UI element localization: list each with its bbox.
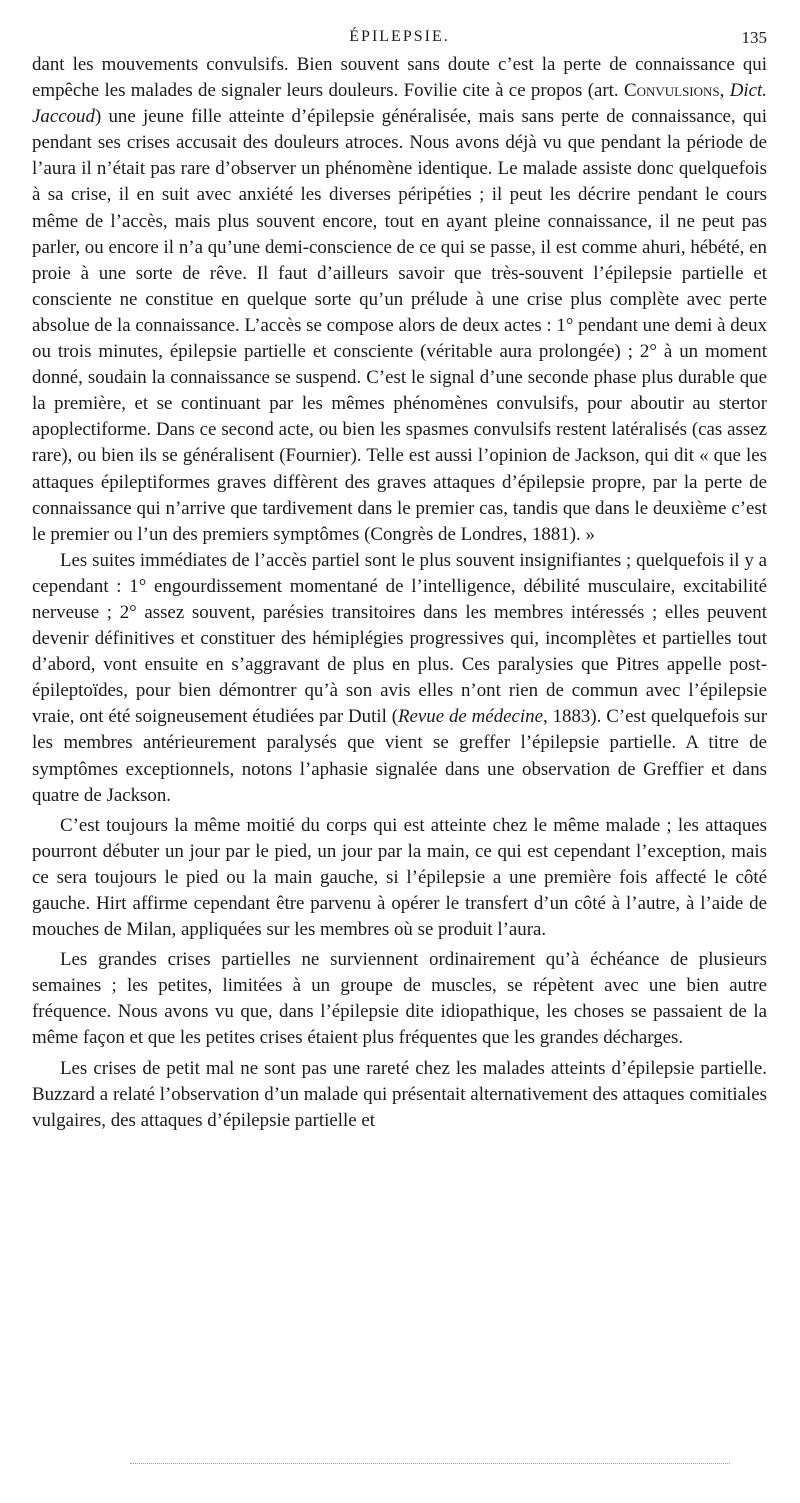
- paragraph-text: ,: [719, 80, 730, 102]
- page-number: 135: [741, 28, 767, 47]
- page-bottom-dots: [130, 1463, 730, 1464]
- paragraph-text: Les grandes crises partielles ne surviennent ordinairement qu’à échéance de plusieurs semaines ; les petites, limitées à un groupe de muscles, se répètent avec une bien autre fréquence. Nous avons vu que, dans l’épilepsie dite idiopathique, les choses se passaient de la même façon et que les petites crises étaient plus fréquentes que les grandes décharges.: [32, 949, 767, 1049]
- paragraph: [32, 1056, 767, 1134]
- smallcaps-text: Convulsions: [623, 80, 720, 102]
- body-text: [32, 52, 767, 1134]
- book-page: [32, 22, 767, 1134]
- paragraph: [32, 813, 767, 943]
- paragraph-text: , 1883). C’est quelquefois sur les membres antérieurement paralysés que vient se greffer l’épilepsie partielle. A titre de symptômes exceptionnels, notons l’aphasie signalée dans une observation de Greffier et dans quatre de Jackson.: [32, 706, 768, 806]
- running-title: ÉPILEPSIE.: [349, 28, 450, 45]
- paragraph-text: dant les mouvements convulsifs. Bien souvent sans doute c’est la perte de connaissance qui empêche les malades de signaler leurs douleurs. Fovilie cite à ce propos (art.: [32, 54, 767, 102]
- italic-citation: Dict. Jaccoud: [32, 80, 767, 128]
- paragraph-text: Les suites immédiates de l’accès partiel sont le plus souvent insignifiantes ; quelquefois il y a cependant : 1° engourdissement momentané de l’intelligence, débilité musculaire, excitabilité nerveuse ; 2° assez souvent, parésies transitoires dans les membres intéressés ; elles peuvent devenir définitives et constituer des hémiplégies progressives qui, incomplètes et partielles tout d’abord, vont ensuite en s’aggravant de plus en plus. Ces paralysies que Pitres appelle post-épileptoïdes, pour bien démontrer qu’à son avis elles n’ont rien de commun avec l’épilepsie vraie, ont été soigneusement étudiées par Dutil (: [32, 549, 767, 728]
- paragraph-text: ) une jeune fille atteinte d’épilepsie généralisée, mais sans perte de connaissance, qui pendant ses crises accusait des douleurs atroces. Nous avons déjà vu que pendant la période de l’aura il n’était pas rare d’observer un phénomène identique. Le malade assiste donc quelquefois à sa crise, il en suit avec anxiété les diverses péripéties ; il peut les décrire pendant le cours même de l’accès, mais plus souvent encore, tout en ayant pleine connaissance, il ne peut pas parler, ou encore il n’a qu’une demi-conscience de ce qui se passe, il est comme ahuri, hébété, en proie à une sorte de rêve. Il faut d’ailleurs savoir que très-souvent l’épilepsie partielle et consciente ne constitue en quelque sorte qu’un prélude à une crise plus complète avec perte absolue de la connaissance. L’accès se compose alors de deux actes : 1° pendant une demi à deux ou trois minutes, épilepsie partielle et consciente (véritable aura prolongée) ; 2° à un moment donné, soudain la connaissance se suspend. C’est le signal d’une seconde phase plus durable que la première, et se continuant par les mêmes phénomènes convulsifs, pour aboutir au stertor apoplectiforme. Dans ce second acte, ou bien les spasmes convulsifs restent latéralisés (cas assez rare), ou bien ils se généralisent (Fournier). Telle est aussi l’opinion de Jackson, qui dit « que les attaques épileptiformes graves diffèrent des graves attaques d’épilepsie propre, par la perte de connaissance qui n’arrive que tardivement dans le premier cas, tandis que dans le deuxième c’est le premier ou l’un des premiers symptômes (Congrès de Londres, 1881). »: [32, 106, 767, 545]
- paragraph-text: C’est toujours la même moitié du corps qui est atteinte chez le même malade ; les attaques pourront débuter un jour par le pied, un jour par la main, ce qui est cependant l’exception, mais ce sera toujours le pied ou la main gauche, si l’épilepsie a une première fois affecté le côté gauche. Hirt affirme cependant être parvenu à opérer le transfert d’un côté à l’autre, à l’aide de mouches de Milan, appliquées sur les membres où se produit l’aura.: [32, 814, 767, 941]
- italic-citation: Revue de médecine: [398, 706, 543, 728]
- paragraph: [32, 52, 767, 548]
- running-head: [32, 22, 767, 52]
- paragraph: [32, 548, 767, 809]
- paragraph-text: Les crises de petit mal ne sont pas une rareté chez les malades atteints d’épilepsie partielle. Buzzard a relaté l’observation d’un malade qui présentait alternativement des attaques comitiales vulgaires, des attaques d’épilepsie partielle et: [32, 1057, 767, 1131]
- paragraph: [32, 947, 767, 1051]
